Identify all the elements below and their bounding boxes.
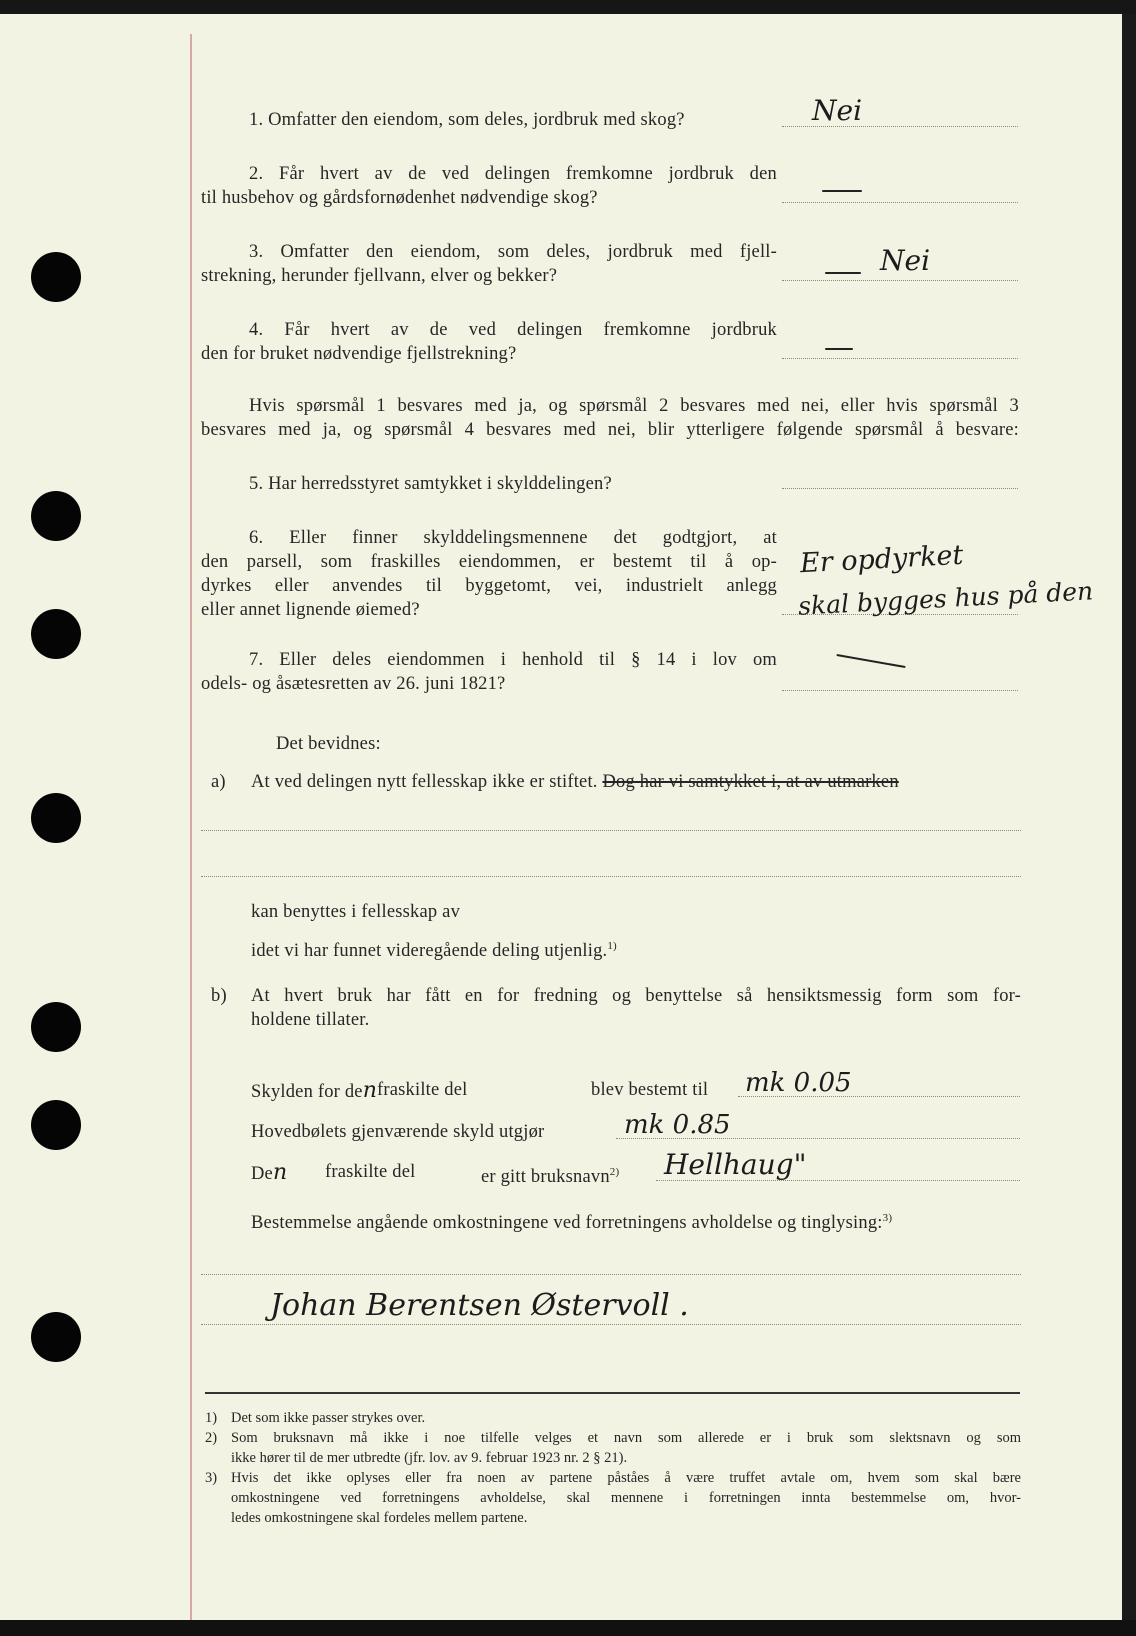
scan-right-border xyxy=(1122,14,1136,1636)
punch-hole xyxy=(31,609,81,659)
question-2-line-2: til husbehov og gårdsfornødenhet nødvendige skog? xyxy=(201,188,598,208)
answer-line-5 xyxy=(782,488,1018,489)
signature-handwritten: Johan Berentsen Østervoll . xyxy=(270,1288,689,1323)
footnote-2-line-2: ikke hører til de mer utbredte (jfr. lov. av 9. februar 1923 nr. 2 § 21). xyxy=(231,1450,628,1466)
skyld-answer-2-handwritten: mk 0.85 xyxy=(624,1110,731,1140)
question-2-line-1: 2. Får hvert av de ved delingen fremkomne jordbruk den xyxy=(249,164,777,184)
footnote-3-line-2: omkostningene ved forretningens avholdelse, skal mennene i forretningen innta bestemmelse om, hvor- xyxy=(231,1490,1021,1506)
punch-hole xyxy=(31,1100,81,1150)
condition-line-2: besvares med ja, og spørsmål 4 besvares med nei, blir ytterligere følgende spørsmål å besvare: xyxy=(201,420,1019,440)
scan-top-border xyxy=(0,0,1136,14)
bevidnes-b-line-1: At hvert bruk har fått en for fredning og benyttelse så hensiktsmessig form som for- xyxy=(251,986,1021,1006)
answer-2-dash xyxy=(822,190,862,192)
answer-line-7 xyxy=(782,690,1018,691)
skyld-line-1-c: blev bestemt til xyxy=(591,1080,709,1100)
bevidnes-b-line-2: holdene tillater. xyxy=(251,1010,370,1030)
question-6-line-3: dyrkes eller anvendes til byggetomt, vei, industrielt anlegg xyxy=(201,576,777,596)
answer-line-2 xyxy=(782,202,1018,203)
footnote-3-line-3: ledes omkostningene skal fordeles mellem partene. xyxy=(231,1510,528,1526)
question-1-line-1: 1. Omfatter den eiendom, som deles, jordbruk med skog? xyxy=(249,110,685,130)
answer-3-handwritten: Nei xyxy=(880,244,931,277)
footnote-1-line-1: Det som ikke passer strykes over. xyxy=(231,1410,426,1426)
skyld-line-2: Hovedbølets gjenværende skyld utgjør xyxy=(251,1122,545,1142)
question-6-line-1: 6. Eller finner skylddelingsmennene det godtgjort, at xyxy=(249,528,777,548)
punch-hole xyxy=(31,1002,81,1052)
answer-1-handwritten: Nei xyxy=(812,94,863,127)
idet-text: idet vi har funnet videregående deling utjenlig.$^{1)}$ xyxy=(251,940,617,962)
question-4-line-1: 4. Får hvert av de ved delingen fremkomne jordbruk xyxy=(249,320,777,340)
question-4-line-2: den for bruket nødvendige fjellstrekning? xyxy=(201,344,517,364)
bevidnes-b-label: b) xyxy=(211,986,227,1006)
question-3-line-1: 3. Omfatter den eiendom, som deles, jordbruk med fjell- xyxy=(249,242,777,262)
margin-line xyxy=(190,34,192,1624)
skyld-line-3-c: er gitt bruksnavn$^{2)}$ xyxy=(481,1166,620,1188)
question-5-line-1: 5. Har herredsstyret samtykket i skylddelingen? xyxy=(249,474,612,494)
footnote-3-line-1: Hvis det ikke oplyses eller fra noen av partene påståes å være truffet avtale om, hvem som skal bære xyxy=(231,1470,1021,1486)
struck-through-text: Dog har vi samtykket i, at av utmarken xyxy=(602,772,899,792)
answer-4-dash xyxy=(825,348,853,350)
blank-line-costs-2 xyxy=(201,1324,1021,1325)
question-7-line-1: 7. Eller deles eiendommen i henhold til § 14 i lov om xyxy=(249,650,777,670)
skyld-line-1-b: fraskilte del xyxy=(377,1080,468,1100)
footnote-2-line-1: Som bruksnavn må ikke i noe tilfelle velges et navn som allerede er i bruk som slektsnavn og som xyxy=(231,1430,1021,1446)
punch-hole xyxy=(31,252,81,302)
blank-line-a-2 xyxy=(201,876,1021,877)
footnote-3-mark: 3) xyxy=(205,1470,218,1486)
condition-line-1: Hvis spørsmål 1 besvares med ja, og spørsmål 2 besvares med nei, eller hvis spørsmål 3 xyxy=(249,396,1019,416)
document-page xyxy=(0,14,1136,1636)
answer-line-4 xyxy=(782,358,1018,359)
kan-benyttes-text: kan benyttes i fellesskap av xyxy=(251,902,461,922)
footnote-1-mark: 1) xyxy=(205,1410,218,1426)
punch-hole xyxy=(31,1312,81,1362)
answer-line-3 xyxy=(782,280,1018,281)
punch-hole xyxy=(31,491,81,541)
answer-6-handwritten-line-2: skal bygges hus på den xyxy=(797,576,1094,621)
question-6-line-2: den parsell, som fraskilles eiendommen, er bestemt til å op- xyxy=(201,552,777,572)
scan-bottom-border xyxy=(0,1620,1136,1636)
question-3-line-2: strekning, herunder fjellvann, elver og bekker? xyxy=(201,266,558,286)
answer-7-dash xyxy=(836,654,905,668)
blank-line-costs-1 xyxy=(201,1274,1021,1275)
bevidnes-a-text: At ved delingen nytt fellesskap ikke er stiftet. Dog har vi samtykket i, at av utmarken xyxy=(251,772,899,792)
skyld-answer-1-handwritten: mk 0.05 xyxy=(745,1068,852,1098)
punch-hole xyxy=(31,793,81,843)
footnote-divider xyxy=(205,1392,1020,1394)
answer-6-handwritten-line-1: Er opdyrket xyxy=(799,539,965,580)
bevidnes-a-label: a) xyxy=(211,772,226,792)
skyld-line-1-a: Skylden for den xyxy=(251,1078,378,1103)
footnote-2-mark: 2) xyxy=(205,1430,218,1446)
question-6-line-4: eller annet lignende øiemed? xyxy=(201,600,420,620)
skyld-line-3-a: Den xyxy=(251,1160,288,1185)
skyld-line-4: Bestemmelse angående omkostningene ved forretningens avholdelse og tinglysing:$^{3)}$ xyxy=(251,1212,893,1234)
question-7-line-2: odels- og åsætesretten av 26. juni 1821? xyxy=(201,674,506,694)
answer-3-dash xyxy=(825,272,861,274)
skyld-line-3-b: fraskilte del xyxy=(325,1162,416,1182)
blank-line-a-1 xyxy=(201,830,1021,831)
bevidnes-heading: Det bevidnes: xyxy=(276,734,381,754)
skyld-answer-3-handwritten: Hellhaug" xyxy=(664,1148,807,1181)
